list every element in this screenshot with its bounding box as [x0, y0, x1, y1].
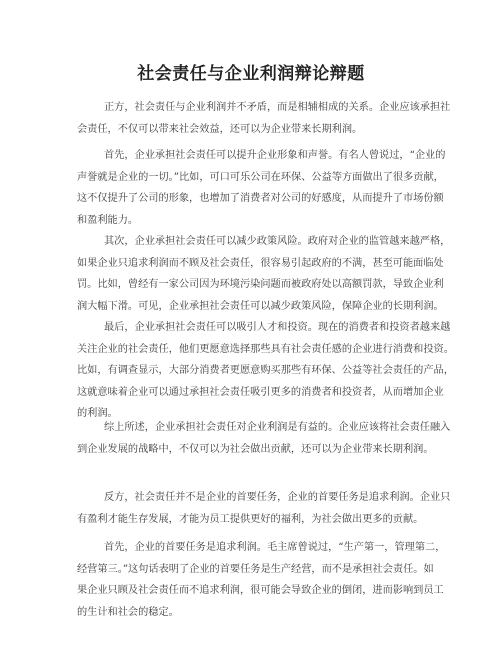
paragraph-line: 如果企业只追求利润而不顾及社会责任，很容易引起政府的不满，甚至可能面临处	[77, 257, 444, 269]
paragraph-line: 的利润。	[77, 408, 118, 419]
paragraph-line: 反方，社会责任并不是企业的首要任务，企业的首要任务是追求利润。企业只	[104, 492, 451, 503]
paragraph-line: 声誉就是企业的一切。”比如，可口可乐公司在环保、公益等方面做出了很多贡献，	[77, 171, 444, 183]
paragraph-line: 有盈利才能生存发展，才能为员工提供更好的福利，为社会做出更多的贡献。	[77, 513, 424, 525]
paragraph-line: 果企业只顾及社会责任而不追求利润，很可能会导致企业的倒闭，进而影响到员工	[77, 585, 444, 596]
paragraph-line: 最后，企业承担社会责任可以吸引人才和投资。现在的消费者和投资者越来越	[104, 322, 451, 333]
paragraph-line: 正方，社会责任与企业利润并不矛盾，而是相辅相成的关系。企业应该承担社	[104, 102, 451, 113]
paragraph-line: 罚。比如，曾经有一家公司因为环境污染问题而被政府处以高额罚款，导致企业利	[77, 279, 444, 290]
paragraph-line: 到企业发展的战略中，不仅可以为社会做出贡献，还可以为企业带来长期利润。	[77, 443, 434, 455]
paragraph-line: 和盈利能力。	[77, 214, 139, 226]
paragraph-line: 这不仅提升了公司的形象，也增加了消费者对公司的好感度，从而提升了市场份额	[77, 193, 444, 204]
paragraph-line: 经营第三。”这句话表明了企业的首要任务是生产经营，而不是承担社会责任。如	[77, 563, 434, 575]
paragraph-line: 其次，企业承担社会责任可以减少政策风险。政府对企业的监管越来越严格，	[104, 236, 451, 247]
paragraph-line: 润大幅下滑。可见，企业承担社会责任可以减少政策风险，保障企业的长期利润。	[77, 300, 444, 312]
paragraph-line: 首先，企业的首要任务是追求利润。毛主席曾说过，“生产第一，管理第二，	[104, 542, 446, 553]
paragraph-line: 首先，企业承担社会责任可以提升企业形象和声誉。有名人曾说过，“企业的	[104, 150, 446, 161]
paragraph-line: 比如，有调查显示，大部分消费者更愿意购买那些有环保、公益等社会责任的产品，	[77, 365, 454, 376]
paragraph-line: 会责任，不仅可以带来社会效益，还可以为企业带来长期利润。	[77, 123, 363, 135]
paragraph-line: 关注企业的社会责任，他们更愿意选择那些具有社会责任感的企业进行消费和投资。	[77, 343, 454, 355]
paragraph-line: 这就意味着企业可以通过承担社会责任吸引更多的消费者和投资者，从而增加企业	[77, 386, 444, 398]
paragraph-line: 综上所述，企业承担社会责任对企业利润是有益的。企业应该将社会责任融入	[104, 422, 451, 433]
paragraph-line: 的生计和社会的稳定。	[77, 606, 179, 618]
document-title: 社会责任与企业利润辩论辩题	[137, 64, 365, 84]
